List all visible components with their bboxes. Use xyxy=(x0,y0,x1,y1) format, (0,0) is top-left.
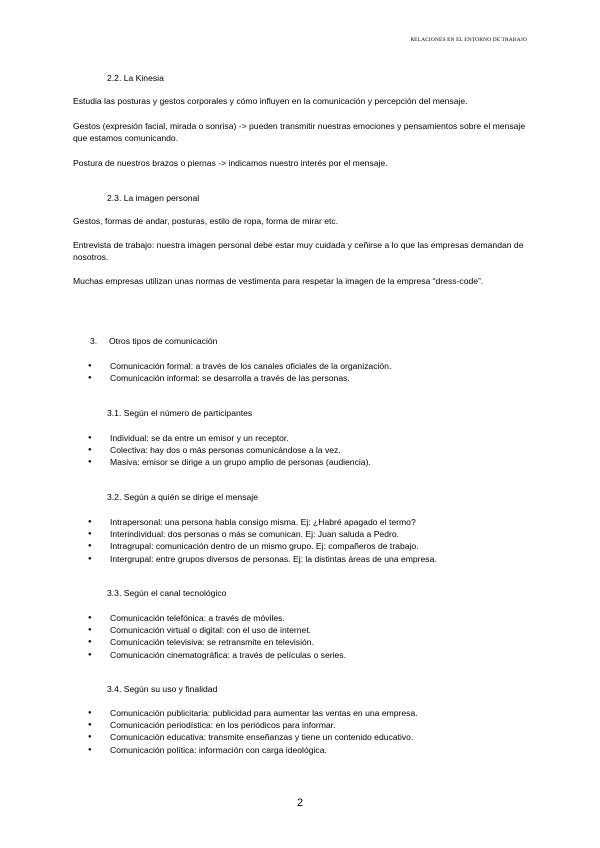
running-header: RELACIONES EN EL ENTORNO DE TRABAJO xyxy=(410,37,527,43)
bullet-list xyxy=(88,432,371,469)
paragraph: Postura de nuestros brazos o piernas -> indicamos nuestro interés por el mensaje. xyxy=(73,158,388,168)
paragraph: Gestos, formas de andar, posturas, estilo de ropa, forma de mirar etc. xyxy=(73,216,339,226)
list-item: ● Comunicación informal: se desarrolla a través de las personas. xyxy=(88,372,391,384)
list-item: ● Intragrupal: comunicación dentro de un mismo grupo. Ej: compañeros de trabajo. xyxy=(88,540,437,552)
list-item: ● Comunicación cinematográfica: a través de películas o series. xyxy=(88,649,346,661)
section-heading-3-3: 3.3. Según el canal tecnológico xyxy=(107,588,227,598)
list-item: ● Masiva: emisor se dirige a un grupo amplio de personas (audiencia). xyxy=(88,456,371,468)
bullet-list xyxy=(88,612,346,661)
list-item: ● Comunicación televisiva: se retransmite en televisión. xyxy=(88,636,346,648)
list-item: ● Comunicación política: información con carga ideológica. xyxy=(88,744,418,756)
list-item: ● Interindividual: dos personas o más se comunican. Ej: Juan saluda a Pedro. xyxy=(88,528,437,540)
section-heading-3-1: 3.1. Según el número de participantes xyxy=(107,408,253,418)
section-heading-2-3: 2.3. La imagen personal xyxy=(107,193,200,203)
list-item: ● Comunicación virtual o digital: con el uso de internet. xyxy=(88,624,346,636)
list-item: ● Comunicación publicitaria: publicidad para aumentar las ventas en una empresa. xyxy=(88,707,418,719)
list-item: ● Intrapersonal: una persona habla consigo misma. Ej: ¿Habré apagado el termo? xyxy=(88,516,437,528)
paragraph: Gestos (expresión facial, mirada o sonrisa) -> pueden transmitir nuestras emociones y pensamientos sobre el mensaje que estamos comunicando. xyxy=(73,121,526,143)
section-heading-3-4: 3.4. Según su uso y finalidad xyxy=(107,684,218,694)
section-heading-2-2: 2.2. La Kinesia xyxy=(107,73,164,83)
list-item: ● Colectiva: hay dos o más personas comunicándose a la vez. xyxy=(88,444,371,456)
bullet-list xyxy=(88,516,437,565)
section-heading-3 xyxy=(90,336,217,346)
bullet-list xyxy=(88,707,418,756)
paragraph: Estudia las posturas y gestos corporales y cómo influyen en la comunicación y percepción del mensaje. xyxy=(73,96,468,106)
paragraph: Entrevista de trabajo: nuestra imagen personal debe estar muy cuidada y ceñirse a lo que las empresas demandan de nosotros. xyxy=(73,240,524,262)
paragraph: Muchas empresas utilizan unas normas de vestimenta para respetar la imagen de la empresa “dress-code”. xyxy=(73,276,484,286)
section-number: 3. xyxy=(90,336,98,346)
list-item: ● Individual: se da entre un emisor y un receptor. xyxy=(88,432,371,444)
bullet-list xyxy=(88,360,391,384)
list-item: ● Intergrupal: entre grupos diversos de personas. Ej: la distintas áreas de una empresa. xyxy=(88,553,437,565)
section-heading-3-2: 3.2. Según a quién se dirige el mensaje xyxy=(107,492,258,502)
section-title: Otros tipos de comunicación xyxy=(109,336,218,346)
list-item: ● Comunicación telefónica: a través de móviles. xyxy=(88,612,346,624)
page-number: 2 xyxy=(296,797,304,809)
list-item: ● Comunicación formal: a través de los canales oficiales de la organización. xyxy=(88,360,391,372)
list-item: ● Comunicación educativa: transmite enseñanzas y tiene un contenido educativo. xyxy=(88,731,418,743)
list-item: ● Comunicación periodística: en los periódicos para informar. xyxy=(88,719,418,731)
